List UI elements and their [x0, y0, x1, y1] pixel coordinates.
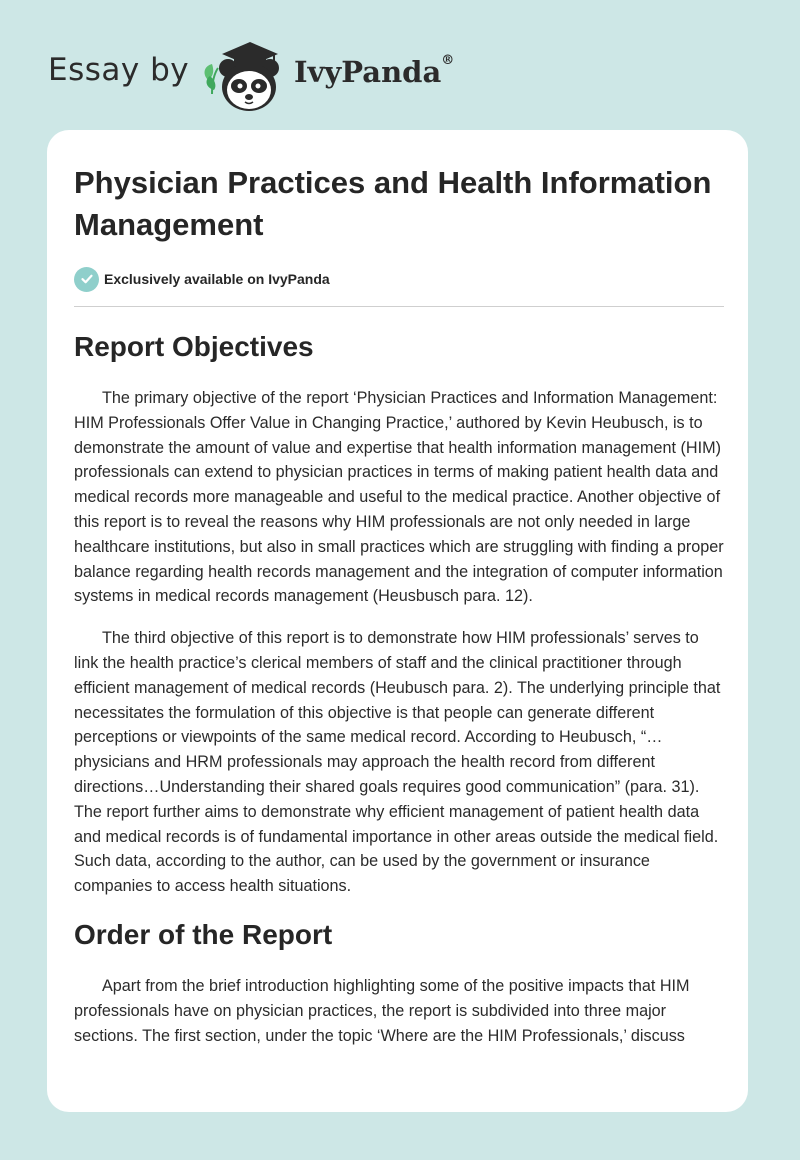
article-card — [47, 130, 748, 1112]
section-heading-report-objectives: Report Objectives — [74, 331, 314, 362]
exclusive-badge — [74, 266, 724, 292]
brand-name[interactable]: IvyPanda® — [294, 53, 455, 89]
section-heading-order-of-report: Order of the Report — [74, 918, 333, 950]
exclusive-label: Exclusively available on IvyPanda — [104, 271, 330, 287]
panda-logo-icon[interactable] — [200, 34, 290, 114]
paragraph: The primary objective of the report ‘Physician Practices and Information Management: HIM Professionals Offer Value in Changing Practice,’ authored by Kevin Heubusch, is to demonstrate the amount of value and expertise that health information management (HIM) professionals can extend to physician practices in terms of making patient health data and medical records more manageable and useful to the medical practice. Another objective of this report is to reveal the reasons why HIM professionals are not only needed in large healthcare institutions, but also in small practices which are struggling with finding a proper balance regarding health records management and the integration of computer information systems in medical records management (Heusbusch para. 12). — [74, 389, 724, 606]
article-title: Physician Practices and Health Information Management — [74, 165, 712, 242]
divider — [74, 306, 724, 307]
paragraph: Apart from the brief introduction highlighting some of the positive impacts that HIM professionals have on physician practices, the report is subdivided into three major sections. The first section, under the topic ‘Where are the HIM Professionals,’ discuss — [74, 976, 690, 1045]
paragraph: The third objective of this report is to demonstrate how HIM professionals’ serves to link the health practice’s clerical members of staff and the clinical practitioner through efficient management of medical records (Heubusch para. 2). The underlying principle that necessitates the formulation of this objective is that people can generate different perceptions or viewpoints of the same medical record. According to Heubusch, “…physicians and HRM professionals may approach the health record from different directions…Understanding their shared goals requires good communication” (para. 31). The report further aims to demonstrate why efficient management of patient health data and medical records is of fundamental importance in other areas outside the medical field. Such data, according to the author, can be used by the government or insurance companies to access health situations. — [74, 629, 721, 896]
essay-by-label: Essay by — [48, 52, 190, 88]
registered-mark: ® — [441, 53, 455, 68]
check-icon — [74, 267, 99, 292]
article-content — [74, 162, 724, 1048]
